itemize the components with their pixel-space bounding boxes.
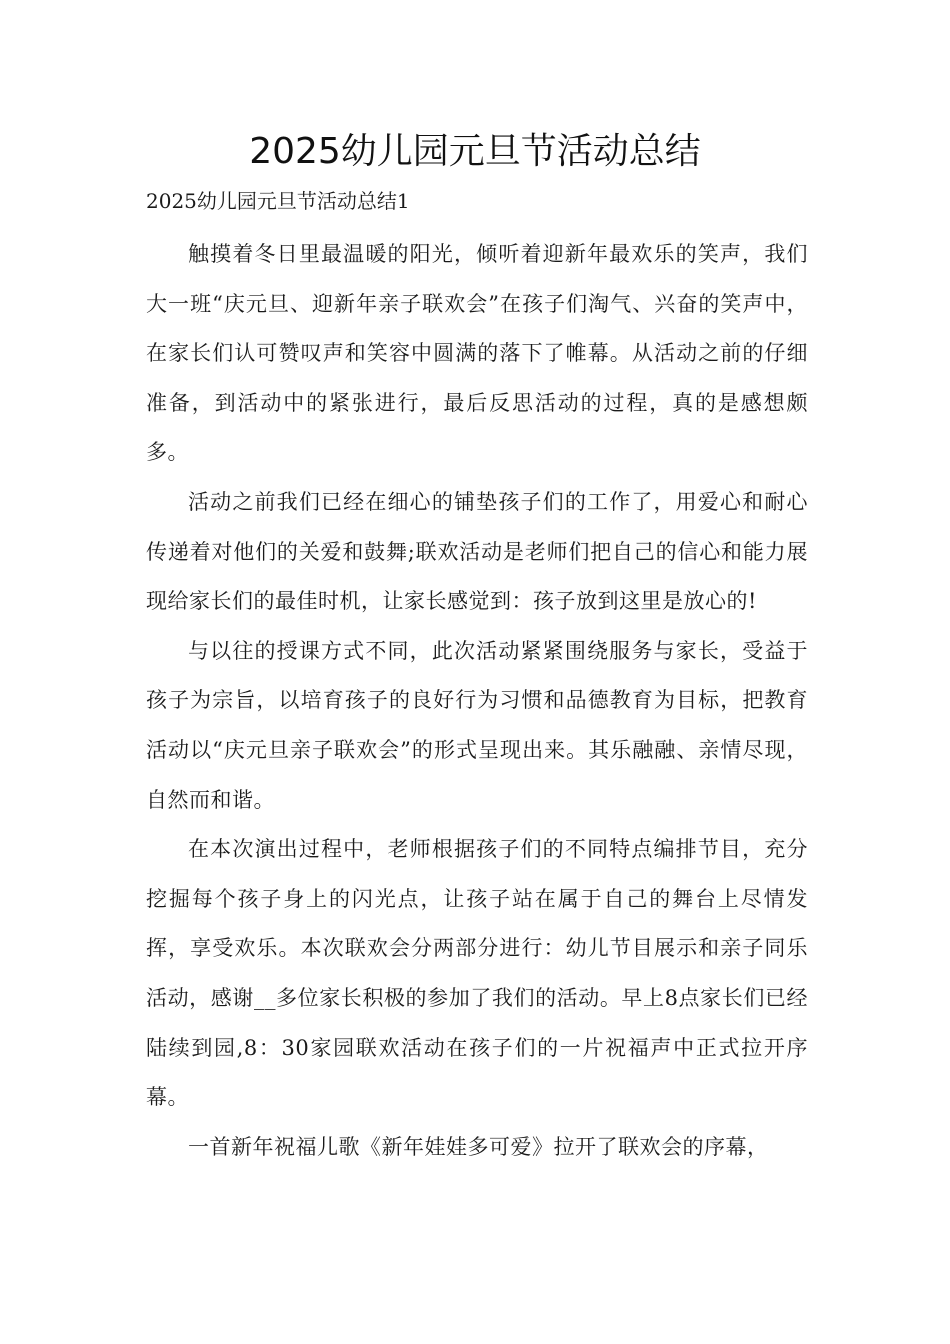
paragraph: 在本次演出过程中，老师根据孩子们的不同特点编排节目，充分挖掘每个孩子身上的闪光点，让孩子站在属于自己的舞台上尽情发挥，享受欢乐。本次联欢会分两部分进行：幼儿节目展示和亲子同乐活动，感谢__多位家长积极的参加了我们的活动。早上8点家长们已经陆续到园,8：30家园联欢活动在孩子们的一片祝福声中正式拉开序幕。	[146, 837, 808, 1110]
document-body	[146, 230, 808, 1172]
paragraph: 一首新年祝福儿歌《新年娃娃多可爱》拉开了联欢会的序幕，	[188, 1134, 769, 1159]
paragraph: 触摸着冬日里最温暖的阳光，倾听着迎新年最欢乐的笑声，我们大一班“庆元旦、迎新年亲子联欢会”在孩子们淘气、兴奋的笑声中，在家长们认可赞叹声和笑容中圆满的落下了帷幕。从活动之前的仔细准备，到活动中的紧张进行，最后反思活动的过程，真的是感想颇多。	[146, 242, 808, 465]
paragraph: 活动之前我们已经在细心的铺垫孩子们的工作了，用爱心和耐心传递着对他们的关爱和鼓舞;联欢活动是老师们把自己的信心和能力展现给家长们的最佳时机，让家长感觉到：孩子放到这里是放心的!	[146, 489, 808, 614]
document-title: 2025幼儿园元旦节活动总结	[249, 131, 701, 172]
paragraph: 与以往的授课方式不同，此次活动紧紧围绕服务与家长，受益于孩子为宗旨，以培育孩子的良好行为习惯和品德教育为目标，把教育活动以“庆元旦亲子联欢会”的形式呈现出来。其乐融融、亲情尽现，自然而和谐。	[146, 638, 808, 812]
document-subtitle: 2025幼儿园元旦节活动总结1	[146, 189, 410, 213]
